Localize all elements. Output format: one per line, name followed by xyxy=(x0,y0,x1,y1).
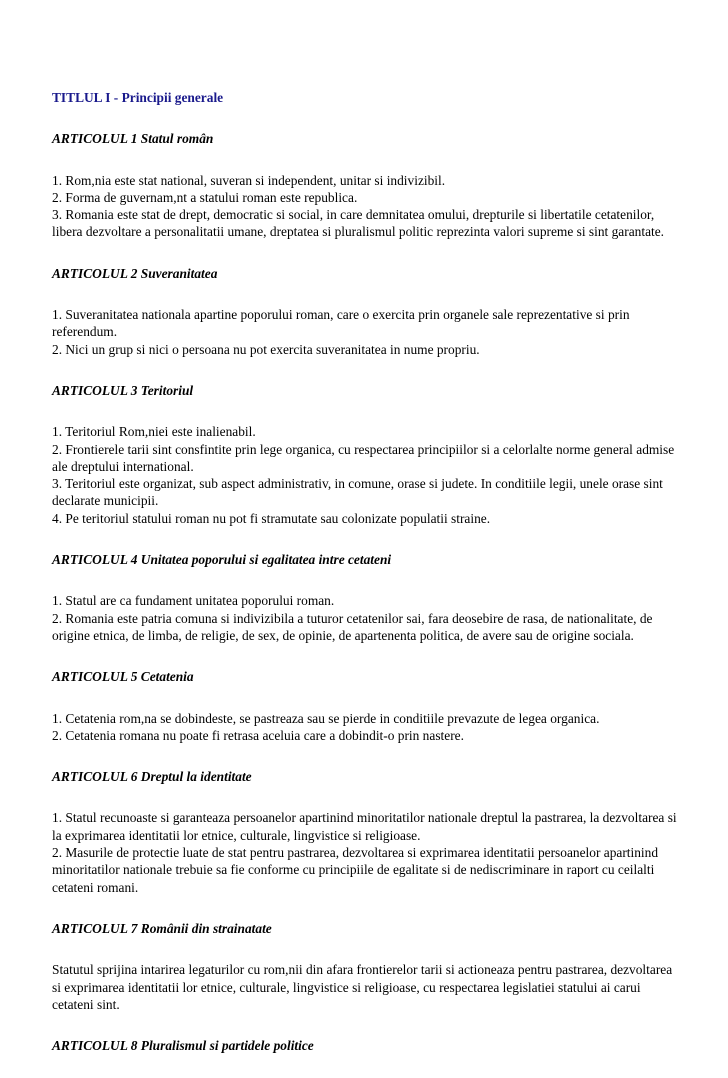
article-paragraph: 1. Statul recunoaste si garanteaza persoanelor apartinind minoritatilor nationale dreptul la pastrarea, la dezvoltarea si la exprimarea identitatii lor etnice, culturale, lingvistice si religioase. xyxy=(52,810,677,843)
article-paragraph: 1. Statul are ca fundament unitatea poporului roman. xyxy=(52,593,335,609)
article-paragraph: 2. Forma de guvernam,nt a statului roman este republica. xyxy=(52,189,358,205)
article-paragraph: 1. Rom,nia este stat national, suveran si independent, unitar si indivizibil. xyxy=(52,172,446,188)
article-5-body xyxy=(52,710,680,745)
article-5-heading: ARTICOLUL 5 Cetatenia xyxy=(52,669,194,685)
document-page xyxy=(52,89,680,1078)
article-paragraph: 3. Teritoriul este organizat, sub aspect administrativ, in comune, orase si judete. In conditiile legii, unele orase sint declarate municipii. xyxy=(52,476,663,509)
article-paragraph: 1. Teritoriul Rom,niei este inalienabil. xyxy=(52,424,256,440)
article-paragraph: 3. Romania este stat de drept, democratic si social, in care demnitatea omului, drepturile si libertatile cetatenilor, libera dezvoltare a personalitatii umane, dreptatea si pluralismul politic reprezinta valori supreme si sint garantate. xyxy=(52,207,665,240)
article-paragraph: 2. Cetatenia romana nu poate fi retrasa aceluia care a dobindit-o prin nastere. xyxy=(52,727,464,743)
article-paragraph: 4. Pe teritoriul statului roman nu pot fi stramutate sau colonizate populatii straine. xyxy=(52,510,491,526)
article-paragraph: Statutul sprijina intarirea legaturilor cu rom,nii din afara frontierelor tarii si actioneaza pentru pastrarea, dezvoltarea si exprimarea identitatii lor etnice, culturale, lingvistice si religioase, cu respectarea legislatiei statului ai carui cetateni sint. xyxy=(52,962,673,1012)
article-6-heading: ARTICOLUL 6 Dreptul la identitate xyxy=(52,769,252,785)
article-1-heading: ARTICOLUL 1 Statul român xyxy=(52,131,214,147)
article-paragraph: 2. Romania este patria comuna si indivizibila a tuturor cetatenilor sai, fara deosebire de rasa, de nationalitate, de origine etnica, de limba, de religie, de sex, de opinie, de apartenenta politica, de avere sau de origine sociala. xyxy=(52,610,653,643)
article-7-body xyxy=(52,961,680,1013)
document-title: TITLUL I - Principii generale xyxy=(52,90,224,105)
article-6-body xyxy=(52,809,680,895)
article-2-body xyxy=(52,306,680,358)
article-7-heading: ARTICOLUL 7 Românii din strainatate xyxy=(52,920,272,936)
article-paragraph: 1. Suveranitatea nationala apartine poporului roman, care o exercita prin organele sale reprezentative si prin referendum. xyxy=(52,307,630,340)
article-1-body xyxy=(52,172,680,241)
article-paragraph: 2. Nici un grup si nici o persoana nu pot exercita suveranitatea in nume propriu. xyxy=(52,341,480,357)
article-paragraph: 2. Masurile de protectie luate de stat pentru pastrarea, dezvoltarea si exprimarea identitatii persoanelor apartinind minoritatilor nationale trebuie sa fie conforme cu principiile de egalitate si de nediscriminare in raport cu ceilalti cetateni romani. xyxy=(52,845,659,895)
article-2-heading: ARTICOLUL 2 Suveranitatea xyxy=(52,265,218,281)
article-4-body xyxy=(52,592,680,644)
article-3-body xyxy=(52,423,680,527)
article-8-heading: ARTICOLUL 8 Pluralismul si partidele politice xyxy=(52,1038,314,1054)
article-paragraph: 2. Frontierele tarii sint consfintite prin lege organica, cu respectarea principiilor si a celorlalte norme general admise ale dreptului international. xyxy=(52,441,675,474)
article-3-heading: ARTICOLUL 3 Teritoriul xyxy=(52,382,194,398)
article-paragraph: 1. Cetatenia rom,na se dobindeste, se pastreaza sau se pierde in conditiile prevazute de legea organica. xyxy=(52,710,600,726)
article-4-heading: ARTICOLUL 4 Unitatea poporului si egalitatea intre cetateni xyxy=(52,552,392,568)
